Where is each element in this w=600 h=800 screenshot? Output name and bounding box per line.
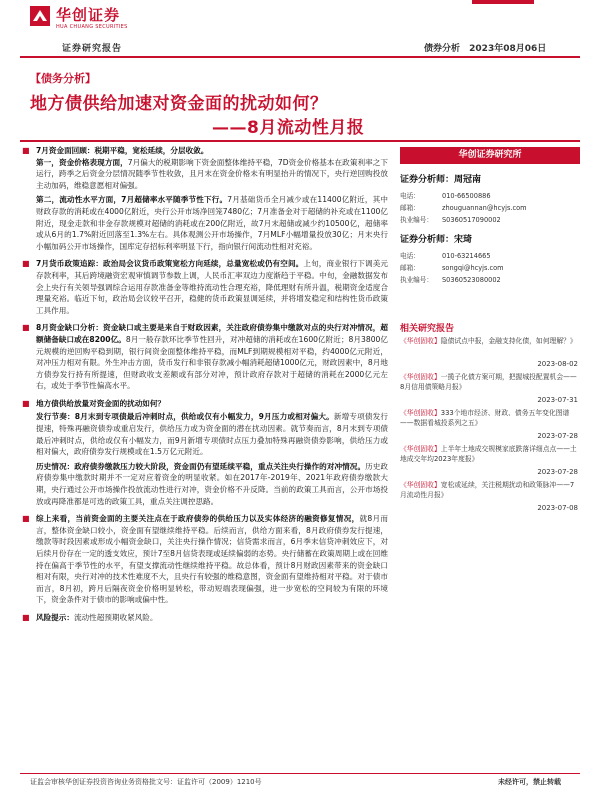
analyst-role: 证券分析师： [400,235,455,245]
analyst-name: 宋琦 [454,235,473,245]
phone-value: 010-63214665 [442,252,491,260]
company-name-en: HUA CHUANG SECURITIES [56,24,128,30]
license-value: S0360517090002 [442,216,501,224]
related-report-date: 2023-08-02 [537,360,578,368]
report-subtitle: ——8月流动性月报 [212,118,365,138]
analyst-heading [400,172,481,185]
phone-label: 电话： [400,192,420,200]
summary-item [22,322,388,392]
summary-body: 就8月而言，整体资金缺口较小，资金面有望继续维持平稳。后续而言，供给方面来看，8月政府债券发行提速，缴款等时段因素或形成小幅资金缺口，关注央行操作情况；信贷需求而言，6月季末信贷冲刺效应下，对后续月份存在一定的透支效应，预计7至8月信贷表现或延续偏弱的态势。央行储蓄在政策周期上或在回维持在偏高于季节性的水平，有望支撑流动性继续维持平稳。故总体看，预计8月财政因素带来的资金缺口相对有限，央行对冲的技术性难度不大，且央行有较强的维稳意图，资金面有望维持相对平稳。对于债市而言，8月初，跨月后隔夜资金价格明显转松，带动短端表现偏强，进一步宽松的空间较为有限的环境下，资金条件对于债市的影响或偏中性。 [36,514,388,605]
summary-item [22,145,388,157]
license-label: 执业编号： [400,276,433,284]
company-name: 华创证券 [56,6,121,24]
phone-value: 010-66500886 [442,192,491,200]
email-label: 邮箱： [400,204,420,212]
summary-lead: 历史情况：政府债券缴款压力较大阶段，资金面仍有望延续平稳，重点关注央行操作的对冲情况。 [36,461,366,471]
summary-body: 上旬，商业银行下调美元存款利率，其后跨境融资宏观审慎调节参数上调，人民币汇率双边力度渐趋于平稳。中旬，金融数据发布会上央行有关领导强调综合运用存款准备金等维持流动性合理充裕，降低理财有所升温，税期资金适度合理量充裕。临近下旬，政治局会议较平召开，稳健的货币政策显调延续，并将增发稳定和结构性货币政策工具作用。 [36,259,389,315]
report-title: 地方债供给加速对资金面的扰动如何？ [30,94,328,114]
email-label: 邮箱： [400,264,420,272]
analyst-name: 周冠南 [454,175,482,185]
summary-body: 8月一般存款环比季节性回升，对冲超储的消耗或在1600亿附近；8月3800亿元规模的逆回购平稳到期，银行间资金面整体维持平稳，而MLF到期规模相对平稳，约4000亿元附近，对冲压力相对有限。外生冲击方面，货币发行和非银存款减小幅消耗超储1000亿元，财政因素中，8月地方债券发行持有所提速，但财政收支差额或有部分对冲，预计政府存款对于超储的消耗在2000亿元左右，或处于季节性偏高水平。 [36,334,388,391]
summary-lead: 第一，资金价格表现方面， [36,157,128,167]
related-report-date: 2023-07-28 [537,468,578,476]
summary-item [22,157,388,192]
summary-body: 历史政府债券集中缴款时期并不一定对应着资金的明显收紧。如在2017年-2019年、2021年政府债券缴款大期，央行通过公开市场操作投放流动性进行对冲，资金价格不升反降。当前的政策工具而言，公开市场投放或再降准都是可选的政策工具，重点关注调控思路。 [36,461,388,506]
summary-body: 流动性超预期收紧风险。 [73,612,158,622]
related-reports-title: 相关研究报告 [400,324,455,334]
license-value: S0360523080002 [442,276,501,284]
summary-lead: 7月货币政策追踪：政治局会议货币政策宽松方向延续，总量宽松或仍有空间。 [36,259,304,269]
report-category: 【债务分析】 [30,72,96,85]
summary-item [22,612,388,624]
related-report-link[interactable] [400,480,578,500]
report-title-text: 上半年土地成交规模家底跌落详细点点——土地成交年均2023年度报》 [400,445,577,464]
report-title-text: 隐债试点中报，金融支持化债，如何理解？》 [440,337,577,345]
report-type: 证券研究报告 [62,44,123,54]
analyst-role: 证券分析师： [400,175,455,185]
report-kind: 债券分析 [424,44,461,54]
email-link[interactable]: songqi@hcyjs.com [442,264,504,272]
email-link[interactable]: zhouguannan@hcyjs.com [442,204,527,212]
summary-item [22,461,388,507]
summary-item [22,398,388,410]
research-institute-banner: 华创证券研究所 [400,147,580,164]
related-report-date: 2023-07-08 [537,504,578,512]
related-report-link[interactable] [400,336,578,346]
summary-column [22,142,388,760]
header-accent-bar [472,0,534,4]
report-title-text: 宽松或延续，关注税期扰动和政策脉冲——7月流动性月报》 [400,481,575,500]
header-divider [20,56,580,58]
footer-license-note: 证监会审核华创证券投资咨询业务资格批文号：证监许可（2009）1210号 [30,778,262,786]
report-source: 《华创固收】 [400,409,441,417]
summary-item [22,411,388,457]
report-title-text: 333个地市经济、财政、债务五年变化图谱——数据看城投系列之五》 [400,409,570,428]
summary-body: 7月基础货币全月减少或在11400亿附近，其中财政存款的消耗或在4000亿附近，央行公开市场净回笼7480亿；7月准备金对于超储的补充或在1100亿附近，现金走款和非金存款规模对超储的消耗或在200亿附近，故7月末超储或减少约10500亿，超储率或从6月的1.7%附近回落至1.3%左右。具体观测公开市场操作，7月MLF小幅增量投放30亿；月末央行小幅加码公开市场操作，国库定存招标利率明显下行，指向银行间流动性相对充裕。 [36,195,388,251]
related-report-link[interactable] [400,444,578,464]
summary-lead: 8月资金缺口分析：资金缺口或主要是来自于财政因素，关注政府债券集中缴款对点的央行对冲情况，超额储备缺口或在8200亿。 [36,323,388,344]
summary-item [22,194,388,252]
report-source: 《华创固收】 [400,481,441,489]
header-meta [418,41,546,54]
analyst-license [400,214,501,224]
summary-lead: 风险提示： [36,612,74,622]
analyst-license [400,274,501,284]
license-label: 执业编号： [400,216,433,224]
report-source: 《华创固收】 [400,445,441,453]
analyst-phone [400,190,491,200]
analyst-email[interactable] [400,262,504,272]
summary-lead: 7月资金面回顾：税期平稳，宽松延续，分层收敛。 [36,146,209,155]
footer-divider [20,773,580,774]
report-date: 2023年08月06日 [469,44,547,54]
summary-item [22,258,388,316]
related-report-link[interactable] [400,372,578,392]
report-source: 《华创固收】 [400,373,441,381]
summary-lead: 地方债供给放量对资金面的扰动如何？ [36,398,166,408]
related-report-date: 2023-07-31 [537,396,578,404]
report-source: 《华创固收】 [400,337,441,345]
related-report-link[interactable] [400,408,578,428]
summary-body: 7月偏大的税期影响下资金面整体维持平稳，7D资金价格基本在政策利率之下运行，跨季之后资金分层情况随季节性收敛，且月末在资金价格未有明显抬升的情况下，央行逆回购投放主动加码，维稳意愿相对偏强。 [36,157,389,190]
analyst-heading [400,232,472,245]
analyst-phone [400,250,491,260]
company-logo-icon [30,6,50,26]
related-report-date: 2023-07-28 [537,432,578,440]
summary-lead: 第二，流动性水平方面，7月超储率水平随季节性下行。 [36,195,228,205]
analyst-email[interactable] [400,202,527,212]
summary-item [22,513,388,606]
summary-body: 新增专项债发行提速，特殊再融资债券或重启发行，供给压力或为资金面的潜在扰动因素。就节奏而言，8月末到专项债最后冲刺时点，供给或仅有小幅发力，而9月新增专项债时点压力叠加特殊再融资债券影响，供给压力或相对偏大，政府债券发行规模或在1.5万亿元附近。 [36,412,388,457]
footer-copyright: 未经许可，禁止转载 [498,778,561,786]
phone-label: 电话： [400,252,420,260]
summary-lead: 发行节奏：8月末到专项债最后冲刺时点，供给或仅有小幅发力，9月压力或相对偏大。 [36,412,334,422]
report-title-text: 一揽子化债方案可期，把握城投配置机会——8月信用债策略月报》 [400,373,577,392]
summary-lead: 综上来看，当前资金面的主要关注点在于政府债券的供给压力以及实体经济的融资修复情况， [36,514,360,524]
